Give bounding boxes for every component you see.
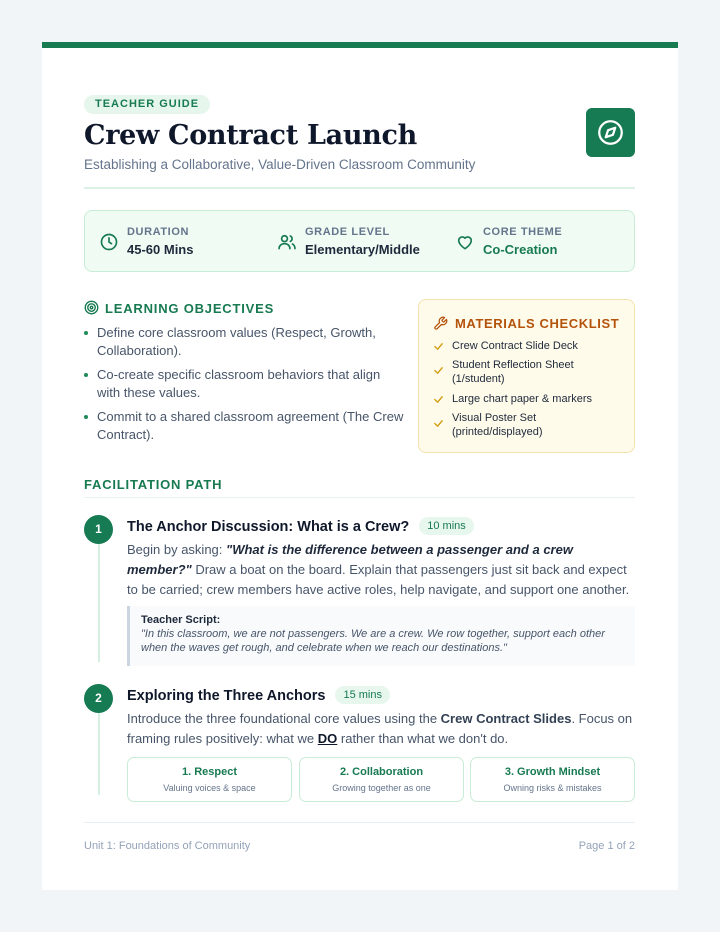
anchor-card-growth-mindset [470, 757, 635, 802]
time-badge: 15 mins [335, 686, 390, 704]
page-subtitle: Establishing a Collaborative, Value-Driven Classroom Community [84, 157, 476, 172]
header-divider [84, 187, 635, 189]
summary-panel [84, 210, 635, 272]
step-connector [98, 707, 100, 795]
wrench-icon [433, 316, 448, 331]
step-title: The Anchor Discussion: What is a Crew? 10 mins [127, 517, 474, 535]
list-item: Co-create specific classroom behaviors that align with these values. [84, 366, 404, 402]
objectives-list [84, 324, 404, 450]
facilitation-heading: FACILITATION PATH [84, 477, 223, 492]
anchor-title: 2. Collaboration [339, 766, 424, 778]
doc-type-badge: TEACHER GUIDE [84, 95, 210, 114]
footer-page-number: Page 1 of 2 [578, 840, 635, 852]
anchor-subtitle: Owning risks & mistakes [503, 783, 602, 793]
footer-divider [84, 822, 635, 823]
check-icon [433, 365, 444, 376]
section-divider [84, 497, 635, 498]
info-label: DURATION [127, 226, 190, 238]
target-icon [84, 300, 99, 315]
check-icon [433, 394, 444, 405]
clock-icon [99, 232, 119, 252]
anchor-subtitle: Valuing voices & space [163, 783, 256, 793]
users-icon [277, 232, 297, 252]
material-label: Crew Contract Slide Deck [452, 340, 578, 352]
bullet-icon [84, 415, 88, 419]
time-badge: 10 mins [419, 517, 474, 535]
material-label: Student Reflection Sheet (1/student) [452, 359, 574, 385]
heart-icon [455, 232, 475, 252]
script-text: "In this classroom, we are not passengers. We are a crew. We row together, support each other when the waves get rough, and celebrate when we reach our destinations." [141, 628, 605, 654]
guide-page [42, 42, 678, 890]
anchor-subtitle: Growing together as one [332, 783, 431, 793]
anchor-title: 1. Respect [181, 766, 238, 778]
bullet-icon [84, 331, 88, 335]
anchor-title: 3. Growth Mindset [504, 766, 601, 778]
material-label: Visual Poster Set (printed/displayed) [452, 412, 543, 438]
step-number: 2 [84, 684, 113, 713]
step-number: 1 [84, 515, 113, 544]
info-value: 45-60 Mins [127, 242, 194, 257]
info-value: Co-Creation [483, 242, 558, 257]
footer-unit: Unit 1: Foundations of Community [84, 840, 251, 852]
anchor-card-collaboration [299, 757, 464, 802]
info-label: CORE THEME [483, 226, 563, 238]
anchor-question: "What is the difference between a passenger and a crew member?" [127, 542, 573, 577]
materials-checklist [418, 299, 635, 453]
step-title: Exploring the Three Anchors 15 mins [127, 686, 390, 704]
info-label: GRADE LEVEL [305, 226, 390, 238]
materials-heading: MATERIALS CHECKLIST [455, 316, 620, 331]
info-value: Elementary/Middle [305, 242, 420, 257]
step-connector [98, 538, 100, 662]
anchor-card-respect [127, 757, 292, 802]
step-description: Begin by asking: "What is the difference between a passenger and a crew member?" Draw a boat on the board. Explain that passengers just sit back and expect to be carried; crew members have active roles, help navigate, and support one another. [127, 542, 630, 597]
page-title: Crew Contract Launch [84, 120, 417, 151]
check-icon [433, 418, 444, 429]
bullet-icon [84, 373, 88, 377]
list-item: Define core classroom values (Respect, Growth, Collaboration). [84, 324, 404, 360]
check-icon [433, 341, 444, 352]
script-label: Teacher Script: [141, 614, 221, 626]
objectives-heading: LEARNING OBJECTIVES [105, 301, 275, 316]
list-item: Commit to a shared classroom agreement (The Crew Contract). [84, 408, 404, 444]
material-label: Large chart paper & markers [452, 393, 593, 405]
logo-badge [586, 108, 635, 157]
compass-icon [597, 119, 624, 146]
teacher-script-callout [127, 606, 635, 666]
step-description: Introduce the three foundational core values using the Crew Contract Slides. Focus on framing rules positively: what we DO rather than what we don't do. [127, 711, 633, 746]
